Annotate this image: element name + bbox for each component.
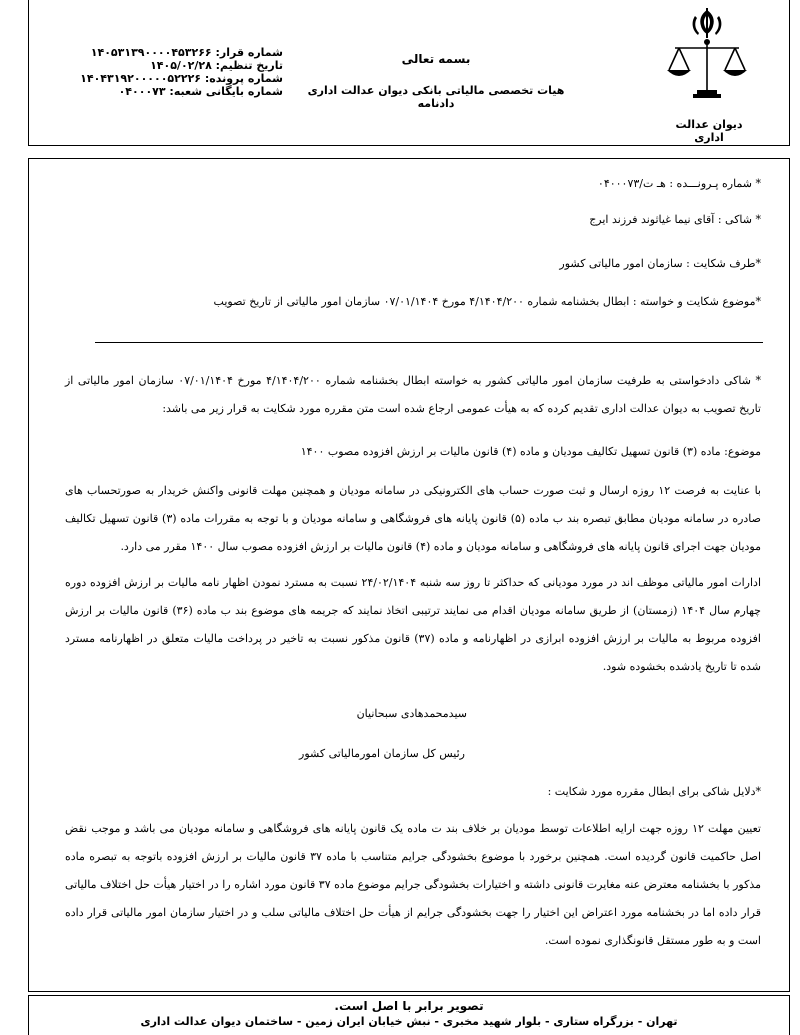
case-number: شماره پرونده: ۱۴۰۴۳۱۹۲۰۰۰۰۰۵۲۲۲۶ xyxy=(80,72,283,85)
case-metadata xyxy=(73,46,283,98)
document-footer xyxy=(28,995,790,1035)
signer-title: رئیس کل سازمان امورمالیاتی کشور xyxy=(299,747,465,760)
bismillah: بسمه تعالی xyxy=(401,52,471,66)
regulation-paragraph-2: ادارات امور مالیاتی موظف اند در مورد مودیانی که حداکثر تا روز سه شنبه ۲۴/۰۲/۱۴۰۴ نسبت به مسترد نمودن اظهار نامه مالیات بر ارزش افزوده دوره چهارم سال ۱۴۰۴ (زمستان) از طریق سامانه مودیان اقدام می نمایند ترتیبی اتخاذ نمایند که جریمه های موضوع بند ب ماده (۳۶) قانون مالیات بر ارزش افزوده مربوط به مالیات بر ارزش افزوده ابرازی در اظهارنامه و ماده (۳۷) قانون مذکور نسبت به تاخیر در پرداخت مالیات متعلق در اظهارنامه مسترد شده تا تاریخ یادشده بخشوده شود. xyxy=(65,576,761,673)
document-body xyxy=(28,158,790,992)
intro-paragraph: * شاکی دادخواستی به طرفیت سازمان امور مالیاتی کشور به خواسته ابطال بخشنامه شماره ۴/۱۴۰۴/۲۰۰ مورخ ۰۷/۰۱/۱۴۰۴ سازمان امور مالیاتی از تاریخ تصویب به دیوان عدالت اداری تقدیم کرده که به هیأت عمومی ارجاع شده است متن مقرره مورد شکایت به قرار زیر می باشد: xyxy=(65,374,761,415)
court-name-label: دیوان عدالت اداری xyxy=(675,118,743,144)
court-address: تهران - بزرگراه ستاری - بلوار شهید مخبری - نبش خیابان ایران زمین - ساختمان دیوان عدالت اداری xyxy=(140,1015,678,1028)
file-number: * شماره پـرونـــده : هـ ت/۰۴۰۰۰۷۳ xyxy=(597,177,761,190)
reasons-heading: *دلایل شاکی برای ابطال مقرره مورد شکایت : xyxy=(547,785,761,798)
document-type: دادنامه xyxy=(417,97,455,110)
reasons-paragraph: تعیین مهلت ۱۲ روزه جهت ارایه اطلاعات توسط مودیان بر خلاف بند ت ماده یک قانون پایانه های فروشگاهی و سامانه مودیان می باشد و موجب نقض اصل حاکمیت قانون گردیده است. همچنین برخورد با موضوع بخشودگی جرایم متناسب با ماده ۳۷ قانون مالیات بر ارزش افزوده باتوجه به تبصره ماده مذکور با بخشنامه معترض عنه مغایرت قانونی داشته و اختیارات بخشودگی جرایم موضوع ماده ۳۷ قانون مورد اشاره را در اختیار هیأت حل اختلاف مالیاتی قرار داده اما در بخشنامه مورد اعتراض این اختیار را جهت بخشودگی جرایم از هیأت حل اختلاف مالیاتی سلب و در اختیار سازمان امور مالیاتی قرار داده است و به طور مستقل قانونگذاری نموده است. xyxy=(65,822,762,947)
header-title-block xyxy=(301,52,571,110)
board-name: هیات تخصصی مالیاتی بانکی دیوان عدالت اداری xyxy=(307,84,565,97)
iran-emblem-scales-icon xyxy=(661,6,753,102)
signer-name: سیدمحمدهادی سبحانیان xyxy=(356,707,467,720)
regulation-topic: موضوع: ماده (۳) قانون تسهیل تکالیف مودیان و ماده (۴) قانون مالیات بر ارزش افزوده مصوب ۱۴۰۰ xyxy=(300,445,761,458)
issue-date: تاریخ تنظیم: ۱۴۰۵/۰۲/۲۸ xyxy=(150,59,283,72)
archive-number: شماره بایگانی شعبه: ۰۴۰۰۰۷۳ xyxy=(118,85,283,98)
defendant: *طرف شکایت : سازمان امور مالیاتی کشور xyxy=(559,257,761,270)
certified-copy-note: تصویر برابر با اصل است. xyxy=(334,999,484,1013)
document-header xyxy=(28,0,790,146)
complaint-subject: *موضوع شکایت و خواسته : ابطال بخشنامه شماره ۴/۱۴۰۴/۲۰۰ مورخ ۰۷/۰۱/۱۴۰۴ سازمان امور مالیاتی از تاریخ تصویب xyxy=(213,295,761,308)
regulation-paragraph-1: با عنایت به فرصت ۱۲ روزه ارسال و ثبت صورت حساب های الکترونیکی در سامانه مودیان و همچنین مهلت قانونی واکنش خریدار به صورتحساب های صادره در سامانه مودیان مطابق تبصره بند ب ماده (۵) قانون پایانه های فروشگاهی و سامانه مودیان و با توجه به مقررات ماده (۳) قانون تسهیل تکالیف مودیان جهت اجرای قانون پایانه های فروشگاهی و سامانه مودیان و ماده (۴) قانون مالیات بر ارزش افزوده مصوب سال ۱۴۰۰ مقرر می دارد. xyxy=(65,484,761,553)
divider xyxy=(95,342,763,343)
decision-number: شماره قرار: ۱۴۰۵۳۱۳۹۰۰۰۰۴۵۳۲۶۶ xyxy=(90,46,283,59)
plaintiff: * شاکی : آقای نیما غیاثوند فرزند ایرج xyxy=(589,213,761,226)
